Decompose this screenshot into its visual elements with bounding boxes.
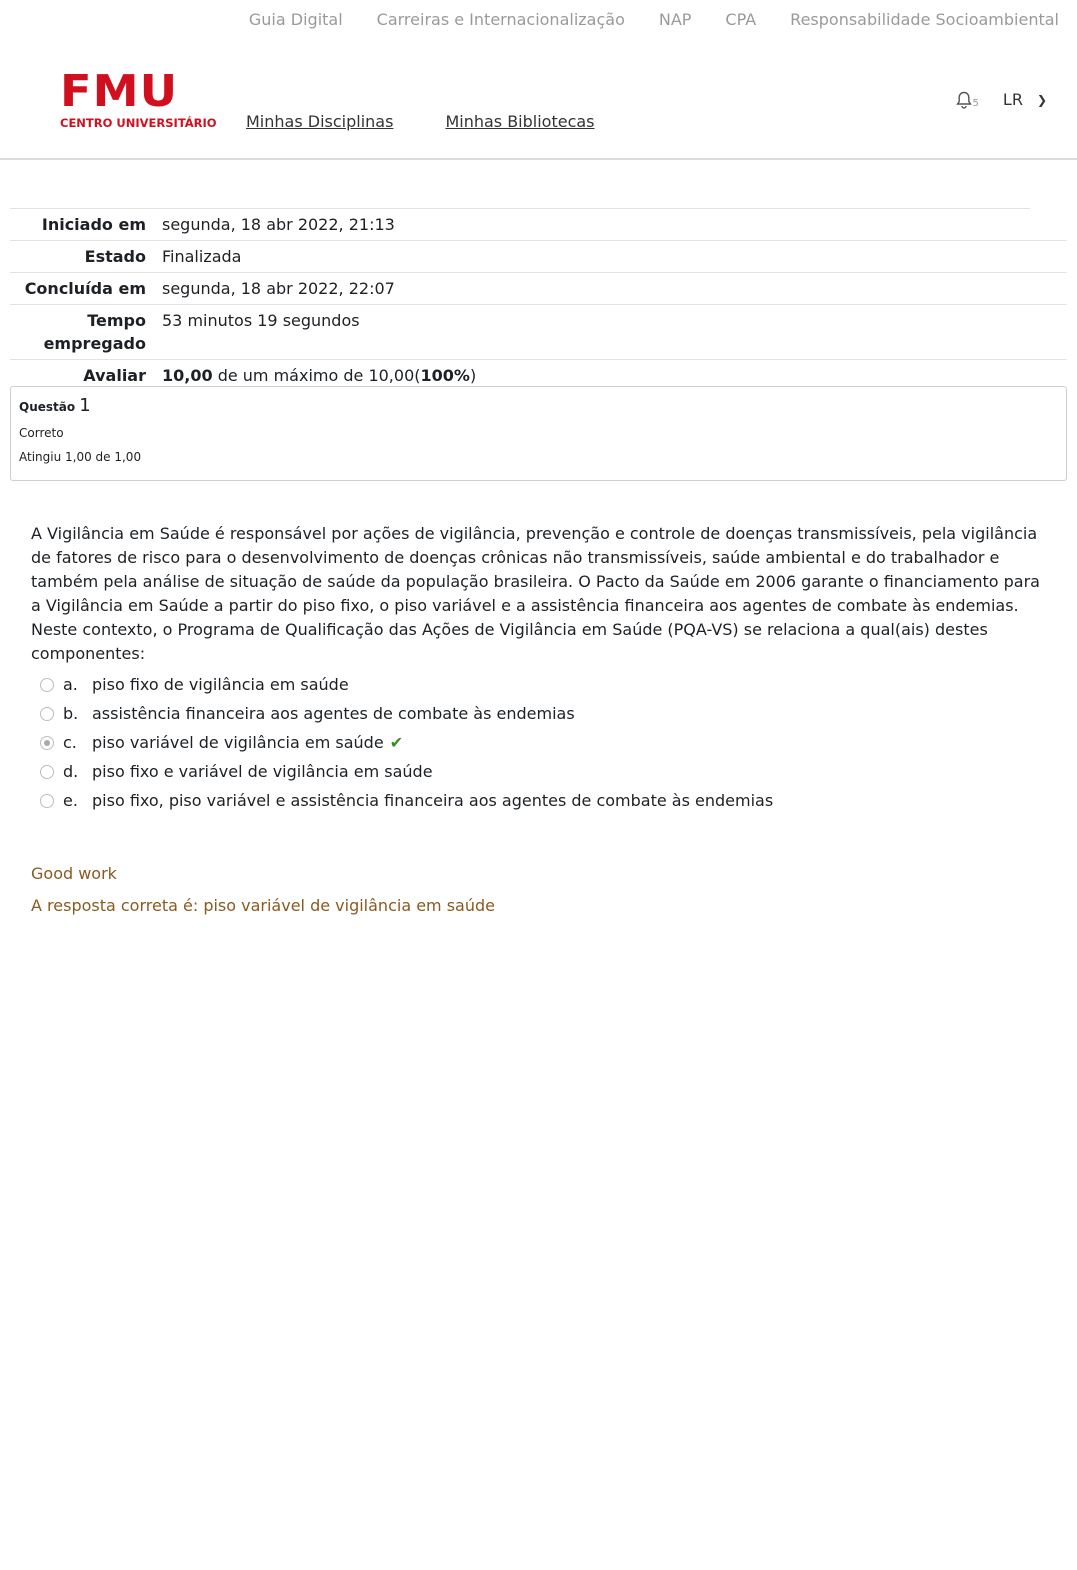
summary-row [10,272,1067,304]
question-score: Atingiu 1,00 de 1,00 [19,450,142,464]
general-feedback: Good work [31,864,117,883]
summary-label: Concluída em [24,279,146,298]
answer-letter: b. [63,704,79,723]
summary-label: Tempo empregado [43,311,146,353]
question-num: 1 [79,395,91,416]
nav-minhas-disciplinas[interactable]: Minhas Disciplinas [246,112,394,131]
main-nav [246,112,595,131]
summary-value: Finalizada [162,247,242,266]
question-info [10,386,1067,481]
top-links [249,10,1059,29]
question-status: Correto [19,426,64,440]
notification-count: 5 [972,97,979,109]
link-nap[interactable]: NAP [658,10,692,29]
quiz-summary [10,208,1067,391]
summary-row [10,304,1067,359]
answer-text: piso fixo de vigilância em saúde [92,675,349,694]
answer-list [40,670,773,815]
summary-value: 53 minutos 19 segundos [162,311,360,330]
grade-value [162,364,1067,387]
answer-option-b[interactable] [40,699,773,728]
site-header [0,50,1077,160]
answer-option-c[interactable] [40,728,773,757]
summary-label: Avaliar [83,366,146,385]
answer-text: piso variável de vigilância em saúde [92,733,384,752]
link-guia-digital[interactable]: Guia Digital [248,10,343,29]
radio-button[interactable] [40,678,54,692]
grade-number: 10,00 [162,366,213,385]
summary-label: Iniciado em [41,215,146,234]
nav-minhas-bibliotecas[interactable]: Minhas Bibliotecas [445,112,595,131]
user-avatar[interactable]: LR [1002,90,1023,109]
check-icon: ✔ [389,733,404,752]
radio-button-selected[interactable] [40,736,54,750]
fmu-logo[interactable] [60,66,217,130]
logo-subtitle: CENTRO UNIVERSITÁRIO [60,116,217,130]
grade-percent: 100% [420,366,470,385]
answer-option-e[interactable] [40,786,773,815]
grade-middle: de um máximo de 10,00( [212,366,421,385]
answer-text: piso fixo, piso variável e assistência financeira aos agentes de combate às endemias [92,791,774,810]
bell-icon [956,91,972,109]
summary-value: segunda, 18 abr 2022, 22:07 [162,279,395,298]
logo-wordmark: FMU [60,66,179,117]
answer-letter: e. [63,791,78,810]
summary-label: Estado [84,247,146,266]
notifications-button[interactable] [956,91,979,109]
radio-button[interactable] [40,765,54,779]
answer-letter: a. [63,675,78,694]
answer-option-a[interactable] [40,670,773,699]
link-carreiras[interactable]: Carreiras e Internacionalização [376,10,625,29]
correct-answer: A resposta correta é: piso variável de vigilância em saúde [31,896,495,915]
radio-button[interactable] [40,707,54,721]
question-number [19,395,1058,416]
answer-option-d[interactable] [40,757,773,786]
summary-row [10,208,1030,240]
question-label: Questão [19,400,76,414]
link-cpa[interactable]: CPA [725,10,757,29]
feedback-area [31,863,495,927]
grade-end: ) [469,366,477,385]
summary-row [10,240,1067,272]
radio-button[interactable] [40,794,54,808]
answer-letter: c. [63,733,77,752]
summary-value: segunda, 18 abr 2022, 21:13 [162,215,395,234]
question-text: A Vigilância em Saúde é responsável por ações de vigilância, prevenção e controle de doenças transmissíveis, pela vigilância de fatores de risco para o desenvolvimento de doenças crônicas não transmissíveis, saúde ambiental e do trabalhador e também pela análise de situação de saúde da população brasileira. O Pacto da Saúde em 2006 garante o financiamento para a Vigilância em Saúde a partir do piso fixo, o piso variável e a assistência financeira aos agentes de combate às endemias. Neste contexto, o Programa de Qualificação das Ações de Vigilância em Saúde (PQA-VS) se relaciona a qual(ais) destes componentes: [31,524,1040,663]
answer-text: assistência financeira aos agentes de combate às endemias [92,704,575,723]
answer-letter: d. [63,762,79,781]
answer-text: piso fixo e variável de vigilância em saúde [92,762,433,781]
user-menu [956,90,1047,109]
chevron-down-icon[interactable]: ❯ [1036,92,1047,107]
link-responsabilidade[interactable]: Responsabilidade Socioambiental [790,10,1059,29]
